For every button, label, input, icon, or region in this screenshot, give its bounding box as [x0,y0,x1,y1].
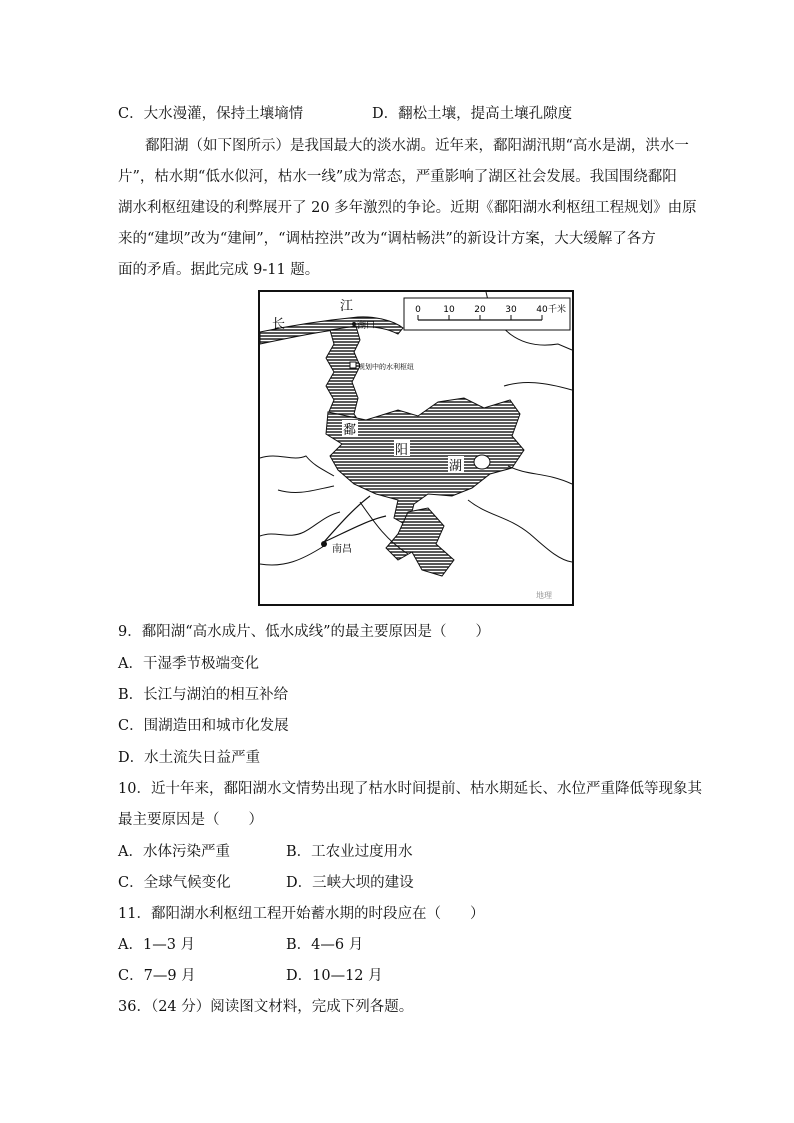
scale-tick: 30 [505,305,517,315]
watermark: 地理 [536,591,552,600]
question-11-option-b: B．4—6 月 [286,937,364,953]
question-10-stem: 10．近十年来，鄱阳湖水文情势出现了枯水时间提前、枯水期延长、水位严重降低等现象其 [118,781,702,797]
hukou-dot [352,322,356,326]
option-c-prev: C．大水漫灌，保持土壤墒情 [118,106,304,122]
lake-label: 鄱 [343,423,357,438]
question-10-option-b: B．工农业过度用水 [286,844,413,860]
river-label: 江 [340,299,354,314]
scale-unit: 千米 [548,305,567,315]
hub-label: 规划中的水利枢纽 [358,363,414,371]
passage-line: 湖水利枢纽建设的利弊展开了 20 多年激烈的争论。近期《鄱阳湖水利枢纽工程规划》由原 [118,200,697,216]
question-9-option-a: A．干湿季节极端变化 [118,656,259,672]
question-36-heading: 36．（24 分）阅读图文材料，完成下列各题。 [118,999,414,1015]
nanchang-label: 南昌 [332,544,352,555]
question-9-option-d: D．水土流失日益严重 [118,750,261,766]
lake-label: 湖 [449,459,463,474]
lake-label: 阳 [395,443,409,458]
passage-line: 鄱阳湖（如下图所示）是我国最大的淡水湖。近年来，鄱阳湖汛期“高水是湖，洪水一 [145,138,689,154]
question-9-stem: 9．鄱阳湖“高水成片、低水成线”的最主要原因是（ ） [118,624,491,640]
passage-line: 面的矛盾。据此完成 9-11 题。 [118,262,320,278]
question-10-stem: 最主要原因是（ ） [118,812,263,828]
scale-tick: 20 [474,305,486,315]
scale-tick: 10 [443,305,455,315]
option-d-prev: D．翻松土壤，提高土壤孔隙度 [372,106,573,122]
question-11-stem: 11．鄱阳湖水利枢纽工程开始蓄水期的时段应在（ ） [118,906,485,922]
question-9-option-b: B．长江与湖泊的相互补给 [118,687,289,703]
poyang-lake-map [258,290,574,606]
question-9-option-c: C．围湖造田和城市化发展 [118,718,289,734]
question-11-option-c: C．7—9 月 [118,968,196,984]
passage-line: 来的“建坝”改为“建闸”，“调枯控洪”改为“调枯畅洪”的新设计方案，大大缓解了各方 [118,231,656,247]
question-11-option-d: D．10—12 月 [286,968,383,984]
question-10-option-c: C．全球气候变化 [118,875,231,891]
question-10-option-a: A．水体污染严重 [118,844,230,860]
nanchang-dot [321,541,327,547]
hukou-label: 湖口 [357,321,376,331]
scale-tick: 40 [536,305,548,315]
question-11-option-a: A．1—3 月 [118,937,196,953]
scale-tick: 0 [415,305,421,315]
question-10-option-d: D．三峡大坝的建设 [286,875,414,891]
hub-marker [350,362,356,368]
passage-line: 片”，枯水期“低水似河，枯水一线”成为常态，严重影响了湖区社会发展。我国围绕鄱阳 [118,169,677,185]
river-label: 长 [272,317,286,332]
